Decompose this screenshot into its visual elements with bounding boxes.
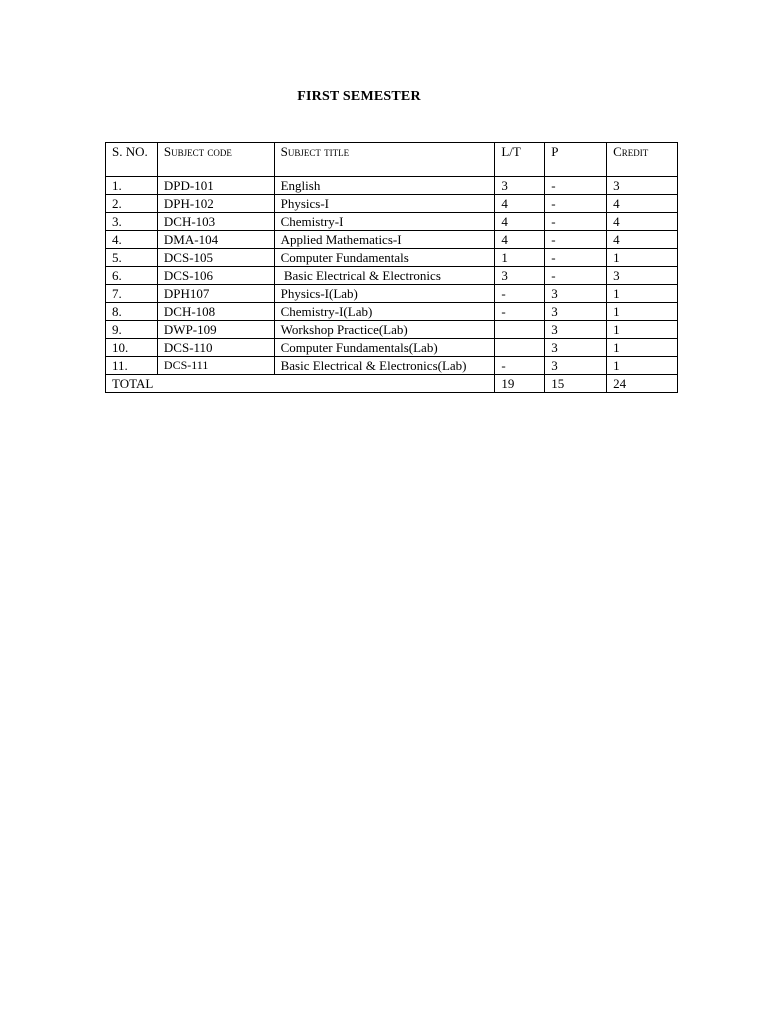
cell-title: Physics-I(Lab) [274,285,495,303]
course-table [105,142,678,393]
cell-title: Workshop Practice(Lab) [274,321,495,339]
cell-title: Applied Mathematics-I [274,231,495,249]
cell-title: Computer Fundamentals [274,249,495,267]
cell-code: DMA-104 [157,231,274,249]
table-row [106,195,678,213]
header-subject-title: Subject title [274,143,495,177]
cell-sno: 7. [106,285,158,303]
cell-title: Basic Electrical & Electronics [274,267,495,285]
table-row [106,213,678,231]
cell-credit: 1 [607,249,678,267]
total-p: 15 [545,375,607,393]
cell-sno: 6. [106,267,158,285]
cell-p: - [545,231,607,249]
cell-lt: - [495,285,545,303]
cell-p: - [545,249,607,267]
cell-p: 3 [545,285,607,303]
header-p: P [545,143,607,177]
cell-credit: 1 [607,303,678,321]
page-title: FIRST SEMESTER [297,89,421,104]
cell-p: - [545,267,607,285]
cell-code: DCH-108 [157,303,274,321]
cell-sno: 8. [106,303,158,321]
cell-lt [495,339,545,357]
header-lt: L/T [495,143,545,177]
cell-sno: 4. [106,231,158,249]
cell-sno: 1. [106,177,158,195]
table-row [106,357,678,375]
table-row [106,303,678,321]
cell-lt: 4 [495,195,545,213]
cell-credit: 4 [607,231,678,249]
cell-title: Basic Electrical & Electronics(Lab) [274,357,495,375]
cell-p: 3 [545,303,607,321]
cell-code: DCS-105 [157,249,274,267]
cell-sno: 10. [106,339,158,357]
cell-p: - [545,213,607,231]
cell-credit: 1 [607,339,678,357]
cell-code: DCS-111 [157,357,274,375]
cell-code: DPH-102 [157,195,274,213]
cell-title: Chemistry-I [274,213,495,231]
total-credit: 24 [607,375,678,393]
cell-p: 3 [545,357,607,375]
cell-credit: 1 [607,357,678,375]
cell-sno: 5. [106,249,158,267]
table-row [106,231,678,249]
table-row [106,321,678,339]
cell-lt: 3 [495,267,545,285]
cell-lt: - [495,357,545,375]
table-row [106,249,678,267]
header-sno: S. NO. [106,143,158,177]
table-row [106,267,678,285]
cell-code: DCS-106 [157,267,274,285]
header-subject-code: Subject code [157,143,274,177]
cell-title: Computer Fundamentals(Lab) [274,339,495,357]
cell-p: 3 [545,321,607,339]
cell-p: - [545,195,607,213]
table-header-row [106,143,678,177]
table-row [106,177,678,195]
cell-credit: 3 [607,177,678,195]
cell-lt: 1 [495,249,545,267]
total-label: TOTAL [106,375,495,393]
cell-credit: 4 [607,195,678,213]
total-row [106,375,678,393]
cell-title: English [274,177,495,195]
table-row [106,285,678,303]
table-row [106,339,678,357]
cell-sno: 9. [106,321,158,339]
cell-lt: 4 [495,213,545,231]
cell-credit: 3 [607,267,678,285]
cell-title: Physics-I [274,195,495,213]
cell-lt: - [495,303,545,321]
cell-lt [495,321,545,339]
cell-credit: 1 [607,285,678,303]
cell-sno: 3. [106,213,158,231]
total-lt: 19 [495,375,545,393]
cell-code: DPD-101 [157,177,274,195]
cell-code: DPH107 [157,285,274,303]
cell-p: - [545,177,607,195]
cell-lt: 4 [495,231,545,249]
cell-sno: 11. [106,357,158,375]
cell-credit: 4 [607,213,678,231]
header-credit: Credit [607,143,678,177]
cell-sno: 2. [106,195,158,213]
cell-p: 3 [545,339,607,357]
cell-code: DCH-103 [157,213,274,231]
cell-lt: 3 [495,177,545,195]
cell-code: DWP-109 [157,321,274,339]
cell-title: Chemistry-I(Lab) [274,303,495,321]
cell-code: DCS-110 [157,339,274,357]
cell-credit: 1 [607,321,678,339]
